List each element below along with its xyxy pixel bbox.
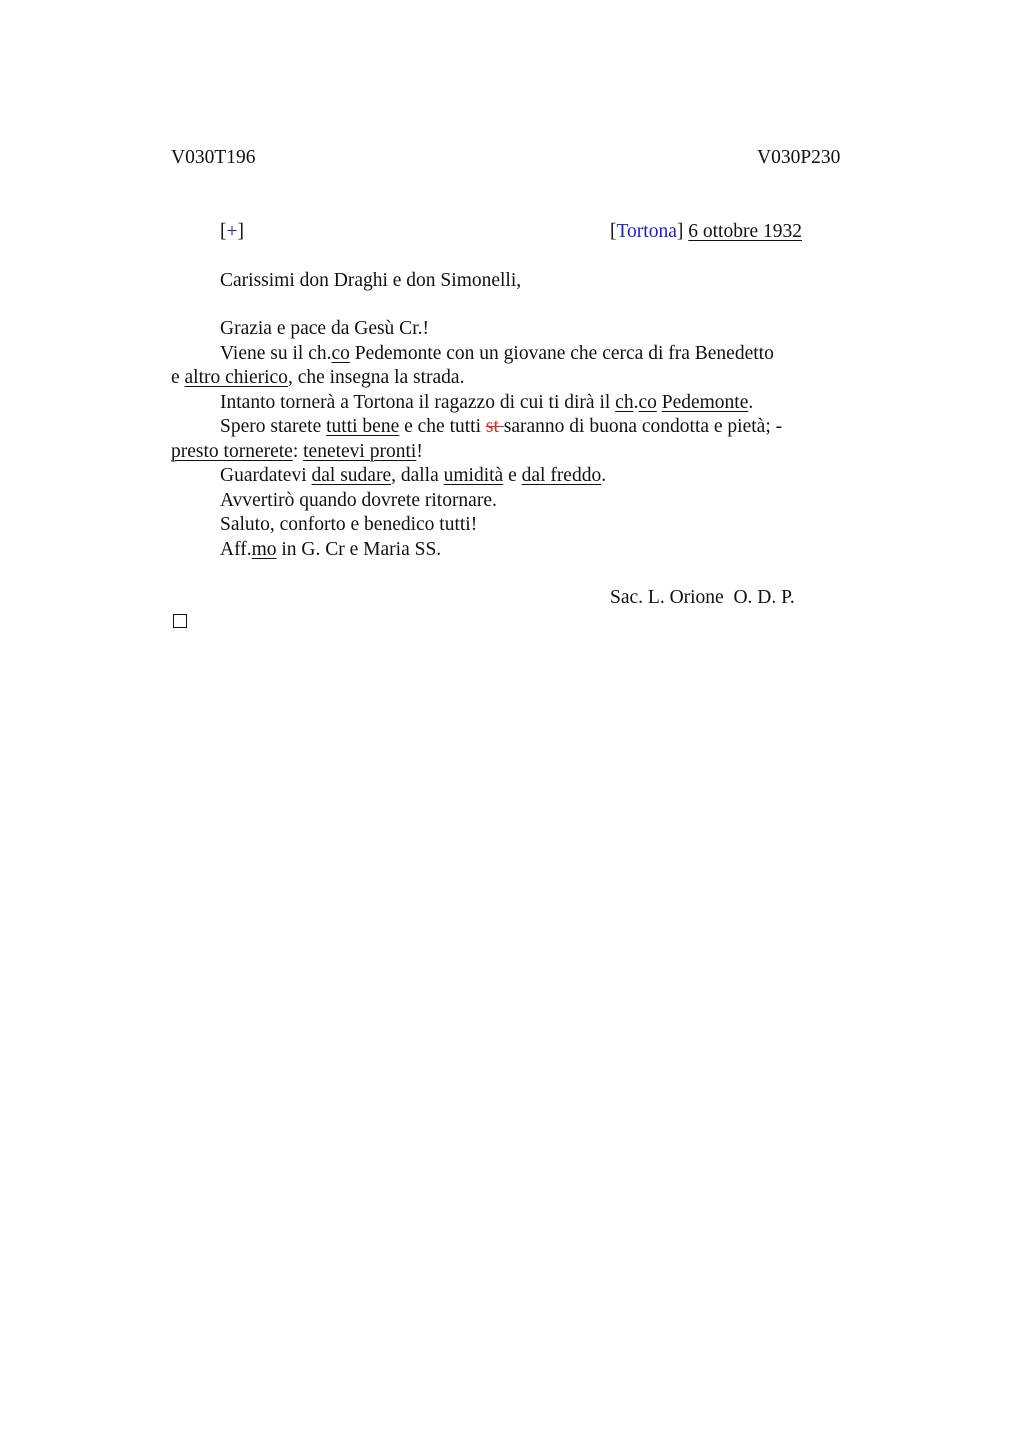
body-line-9: Saluto, conforto e benedico tutti! xyxy=(220,514,478,535)
cross-mark xyxy=(220,220,244,244)
place-name: Tortona xyxy=(616,221,677,242)
body-line-10 xyxy=(220,538,441,562)
underlined-segment: ch xyxy=(615,392,634,413)
text-segment: Viene su il ch. xyxy=(220,343,332,364)
bracket-open: [ xyxy=(610,221,617,242)
underlined-segment: umidità xyxy=(443,465,504,486)
bracket-close: ] xyxy=(676,221,684,242)
underlined-segment: presto tornerete xyxy=(171,441,293,462)
text-segment: . xyxy=(633,392,639,413)
text-segment: e che tutti xyxy=(399,416,486,437)
text-segment: e xyxy=(171,367,185,388)
underlined-segment: tutti bene xyxy=(326,416,400,437)
letter-date: 6 ottobre 1932 xyxy=(688,221,802,242)
place-date xyxy=(610,220,802,244)
text-segment: . xyxy=(748,392,754,413)
body-line-2 xyxy=(220,342,774,366)
body-line-3 xyxy=(171,366,464,390)
text-segment: Aff. xyxy=(220,539,252,560)
underlined-segment: co xyxy=(638,392,657,413)
text-segment: . xyxy=(601,465,607,486)
bracket-close: ] xyxy=(237,221,244,242)
body-line-1: Grazia e pace da Gesù Cr.! xyxy=(220,318,429,339)
underlined-segment: Pedemonte xyxy=(661,392,749,413)
text-segment: Pedemonte con un giovane che cerca di fra Benedetto xyxy=(349,343,774,364)
text-segment: in G. Cr e Maria SS. xyxy=(276,539,442,560)
underlined-segment: tenetevi pronti xyxy=(303,441,417,462)
text-segment: , dalla xyxy=(391,465,444,486)
body-line-8: Avvertirò quando dovrete ritornare. xyxy=(220,490,497,511)
text-segment: Intanto tornerà a Tortona il ragazzo di cui ti dirà il xyxy=(220,392,616,413)
underlined-segment: dal freddo xyxy=(521,465,602,486)
end-square-icon xyxy=(173,614,187,628)
underlined-segment: dal sudare xyxy=(311,465,392,486)
underlined-segment: altro chierico xyxy=(184,367,288,388)
signature: Sac. L. Orione O. D. P. xyxy=(610,587,795,608)
body-line-4 xyxy=(220,391,753,415)
body-line-5 xyxy=(220,415,782,439)
text-segment: , che insegna la strada. xyxy=(287,367,465,388)
text-segment: : xyxy=(292,441,304,462)
document-code-left: V030T196 xyxy=(171,147,256,168)
salutation: Carissimi don Draghi e don Simonelli, xyxy=(220,270,522,291)
document-code-right: V030P230 xyxy=(757,147,841,168)
underlined-segment: mo xyxy=(251,539,277,560)
bracket-open: [ xyxy=(220,221,227,242)
text-segment: Spero starete xyxy=(220,416,327,437)
deleted-segment: st xyxy=(485,416,504,437)
text-segment: Guardatevi xyxy=(220,465,312,486)
text-segment: saranno di buona condotta e pietà; - xyxy=(503,416,783,437)
cross-symbol: + xyxy=(226,221,238,242)
body-line-6 xyxy=(171,440,423,464)
underlined-segment: co xyxy=(331,343,350,364)
text-segment: ! xyxy=(416,441,423,462)
text-segment: e xyxy=(503,465,522,486)
body-line-7 xyxy=(220,464,606,488)
